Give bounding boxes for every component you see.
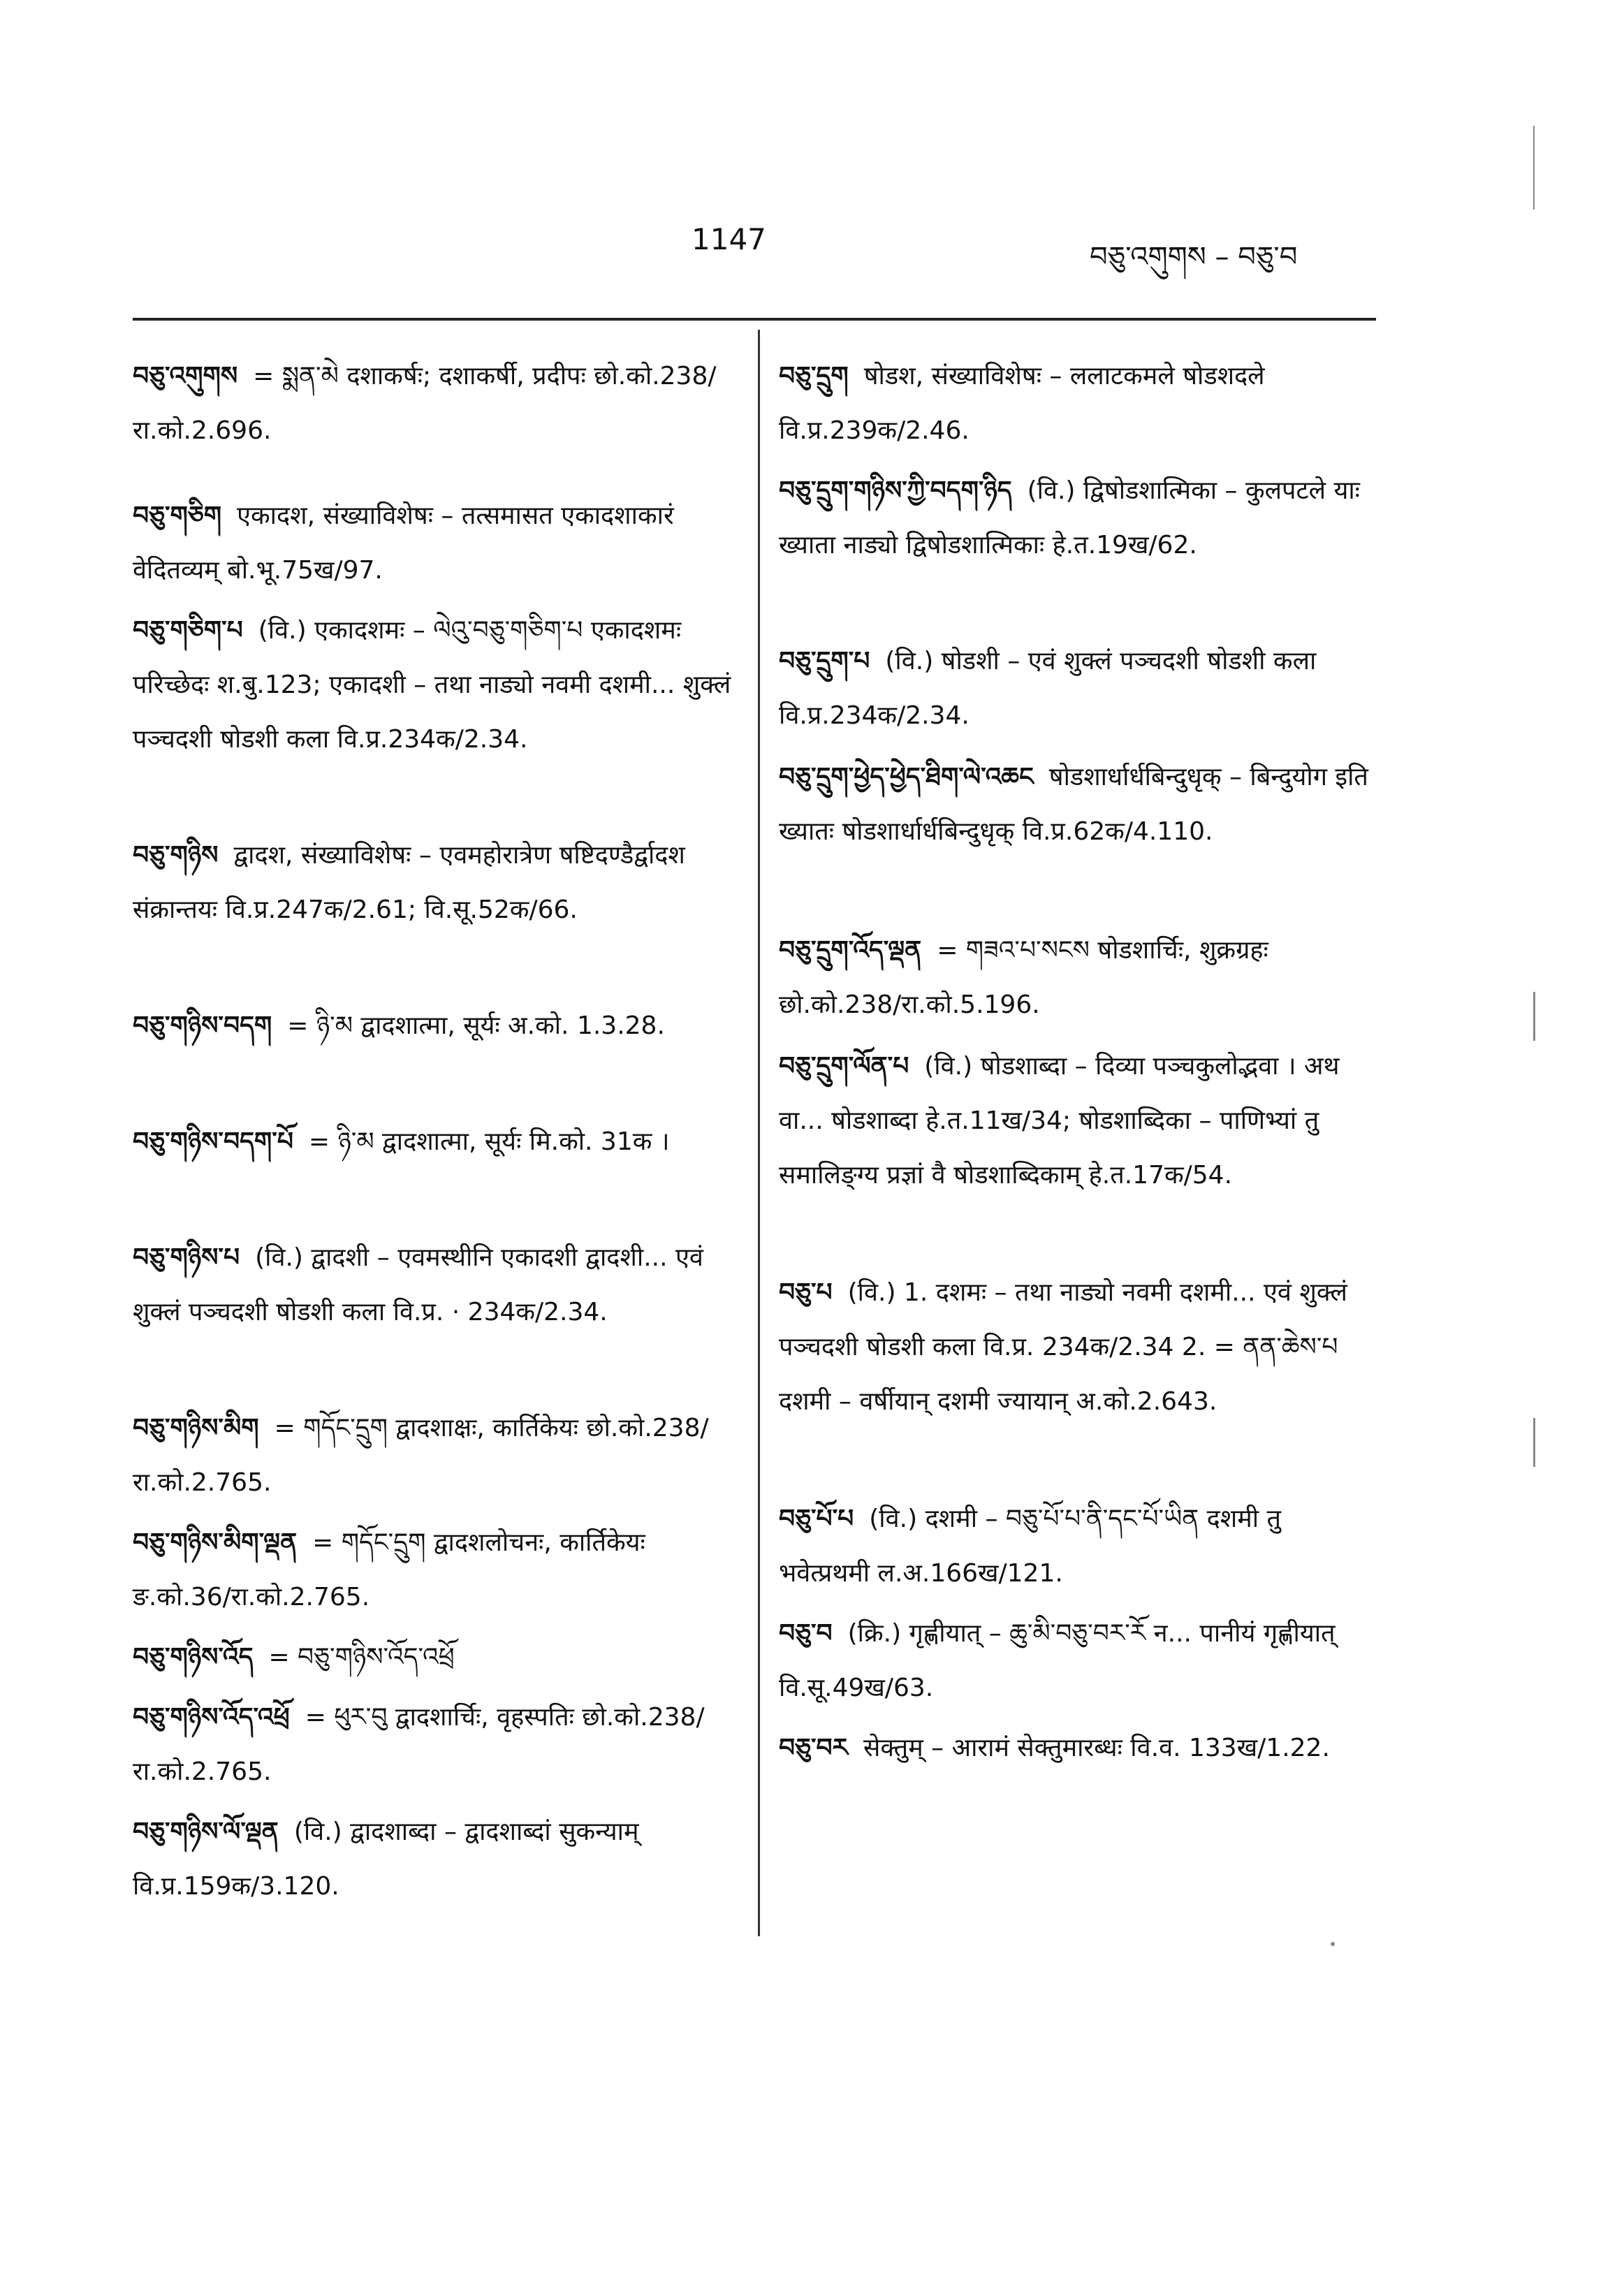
entry-text: (क्रि.) गृह्णीयात् – ཆུ་མི་བཅུ་བར་རོ न... पानीयं गृह्णीयात् वि.सू.49ख/63. <box>779 1619 1336 1702</box>
entry-headword: བཅུ་པོ་པ <box>779 1505 854 1533</box>
dictionary-entry <box>779 634 1380 747</box>
dictionary-entry <box>133 489 740 601</box>
dictionary-entry <box>779 1266 1380 1489</box>
dictionary-entry <box>133 1231 740 1398</box>
dictionary-entry <box>779 464 1380 631</box>
entry-headword: བཅུ་གཉིས་འོད་འཕྲོ <box>133 1703 290 1732</box>
dictionary-entry <box>779 1721 1380 1833</box>
dictionary-entry <box>133 1805 740 1917</box>
dictionary-entry <box>133 604 740 826</box>
dictionary-entry <box>133 1516 740 1628</box>
dictionary-entry <box>779 349 1380 461</box>
entry-text: सेक्तुम् – आरामं सेक्तुमारब्धः वि.व. 133ख/1.22. <box>863 1734 1330 1762</box>
entry-text: (वि.) 1. दशमः – तथा नाड्यो नवमी दशमी... एवं शुक्लं पञ्चदशी षोडशी कला वि.प्र. 234क/2.34 2. = ནན་ཆེས་པ दशमी – वर्षीयान् दशमी ज्यायान् अ.को.2.643. <box>779 1278 1347 1416</box>
entry-headword: བཅུ་དྲུག <box>779 362 849 390</box>
entry-headword: བཅུ་གཉིས་བདག་པོ <box>133 1127 293 1156</box>
entry-headword: བཅུ་དྲུག་པ <box>779 647 870 675</box>
entry-headword: བཅུ་གཅིག <box>133 502 222 530</box>
header-rule <box>133 318 1376 321</box>
entry-text: = ཉི་མ द्वादशात्मा, सूर्यः अ.को. 1.3.28. <box>287 1011 665 1040</box>
dictionary-entry <box>133 999 740 1112</box>
dictionary-entry <box>133 1690 740 1802</box>
entry-headword: བཅུ་དྲུག་འོད་ལྡན <box>779 936 922 965</box>
entry-text: (वि.) षोडशी – एवं शुक्लं पञ्चदशी षोडशी कला वि.प्र.234क/2.34. <box>779 647 1317 730</box>
entry-text: (वि.) षोडशाब्दा – दिव्या पञ्चकुलोद्भवा । अथ वा... षोडशाब्दा हे.त.11ख/34; षोडशाब्दिका – पाणिभ्यां तु समालिङ्ग्य प्रज्ञां वै षोडशाब्दिकाम् हे.त.17क/54. <box>779 1052 1340 1190</box>
dictionary-entry <box>133 828 740 996</box>
entry-headword: བཅུ་འགུགས <box>133 362 238 390</box>
entry-headword: བཅུ་དྲུག་ལོན་པ <box>779 1052 909 1081</box>
entry-headword: བཅུ་གཉིས་འོད <box>133 1643 254 1672</box>
dictionary-entry <box>779 750 1380 921</box>
entry-headword: བཅུ་བ <box>779 1619 833 1648</box>
scan-mark <box>1533 1418 1535 1467</box>
entry-text: = གདོང་དྲུག द्वादशलोचनः, कार्तिकेयः ङ.को.36/रा.को.2.765. <box>133 1528 645 1611</box>
entry-headword: བཅུ་གཉིས་པ <box>133 1243 240 1272</box>
right-column <box>779 349 1380 1836</box>
scan-mark <box>1533 126 1535 210</box>
running-head: བཅུ་འགུགས – བཅུ་བ <box>1090 241 1298 273</box>
scan-mark <box>1533 992 1535 1041</box>
entry-text: एकादश, संख्याविशेषः – तत्समासत एकादशाकारं वेदितव्यम् बो.भू.75ख/97. <box>133 502 674 585</box>
entry-headword: བཅུ་གཉིས <box>133 841 219 870</box>
dictionary-entry <box>779 923 1380 1037</box>
entry-headword: བཅུ་གཉིས་མིག་ལྡན <box>133 1528 298 1557</box>
entry-text: षोडश, संख्याविशेषः – ललाटकमले षोडशदले वि.प्र.239क/2.46. <box>779 362 1265 445</box>
dictionary-entry <box>779 1607 1380 1718</box>
entry-text: = ཉི་མ द्वादशात्मा, सूर्यः मि.को. 31क । <box>308 1127 670 1156</box>
entry-text: (वि.) एकादशमः – ལེའུ་བཅུ་གཅིག་པ एकादशमः परिच्छेदः श.बु.123; एकादशी – तथा नाड्यो नवमी दशमी... शुक्लं पञ्चदशी षोडशी कला वि.प्र.234क/2.34. <box>133 616 731 754</box>
entry-text: (वि.) द्वादशी – एवमस्थीनि एकादशी द्वादशी... एवं शुक्लं पञ्चदशी षोडशी कला वि.प्र. · 234क/2.34. <box>133 1243 703 1326</box>
entry-text: (वि.) द्विषोडशात्मिका – कुलपटले याः ख्याता नाड्यो द्विषोडशात्मिकाः हे.त.19ख/62. <box>779 476 1360 560</box>
entry-headword: བཅུ་གཉིས་བདག <box>133 1011 272 1040</box>
dictionary-entry <box>133 349 740 486</box>
entry-text: द्वादश, संख्याविशेषः – एवमहोरात्रेण षष्टिदण्डैर्द्वादश संक्रान्तयः वि.प्र.247क/2.61; वि.सू.52क/66. <box>133 841 685 924</box>
dictionary-entry <box>779 1039 1380 1263</box>
entry-text: (वि.) दशमी – བཅུ་པོ་པ་ནི་དང་པོ་ཡིན दशमी तु भवेत्प्रथमी ल.अ.166ख/121. <box>779 1505 1282 1588</box>
entry-text: = སྨན་མེ दशाकर्षः; दशाकर्षी, प्रदीपः छो.को.238/रा.को.2.696. <box>133 362 717 445</box>
column-divider <box>758 330 760 1936</box>
dictionary-entry <box>133 1401 740 1513</box>
dictionary-entry <box>133 1115 740 1228</box>
entry-headword: བཅུ་གཉིས་ལོ་ལྡན <box>133 1818 279 1846</box>
entry-headword: བཅུ་གཉིས་མིག <box>133 1414 259 1442</box>
scan-dot <box>1331 1942 1335 1946</box>
entry-headword: བཅུ་པ <box>779 1278 833 1307</box>
entry-text: = ཕུར་བུ द्वादशार्चिः, वृहस्पतिः छो.को.238/रा.को.2.765. <box>133 1703 705 1786</box>
entry-text: = གཟའ་པ་སངས षोडशार्चिः, शुक्रग्रहः छो.को.238/रा.को.5.196. <box>779 936 1268 1019</box>
entry-text: षोडशार्धार्धबिन्दुधृक् – बिन्दुयोग इति ख्यातः षोडशार्धार्धबिन्दुधृक् वि.प्र.62क/4.110. <box>779 763 1368 846</box>
entry-text: = གདོང་དྲུག द्वादशाक्षः, कार्तिकेयः छो.को.238/रा.को.2.765. <box>133 1414 709 1497</box>
page-number: 1147 <box>692 222 766 256</box>
entry-text: (वि.) द्वादशाब्दा – द्वादशाब्दां सुकन्याम् वि.प्र.159क/3.120. <box>133 1818 639 1901</box>
entry-text: = བཅུ་གཉིས་འོད་འཕྲོ <box>268 1643 455 1672</box>
dictionary-entry <box>779 1492 1380 1604</box>
entry-headword: བཅུ་བར <box>779 1734 849 1762</box>
entry-headword: བཅུ་གཅིག་པ <box>133 616 243 645</box>
left-column <box>133 349 740 1920</box>
entry-headword: བཅུ་དྲུག་ཕྱེད་ཕྱེད་ཐིག་ལེ་འཆང <box>779 763 1034 791</box>
dictionary-entry <box>133 1630 740 1688</box>
entry-headword: བཅུ་དྲུག་གཉིས་ཀྱི་བདག་ཉིད <box>779 476 1012 505</box>
